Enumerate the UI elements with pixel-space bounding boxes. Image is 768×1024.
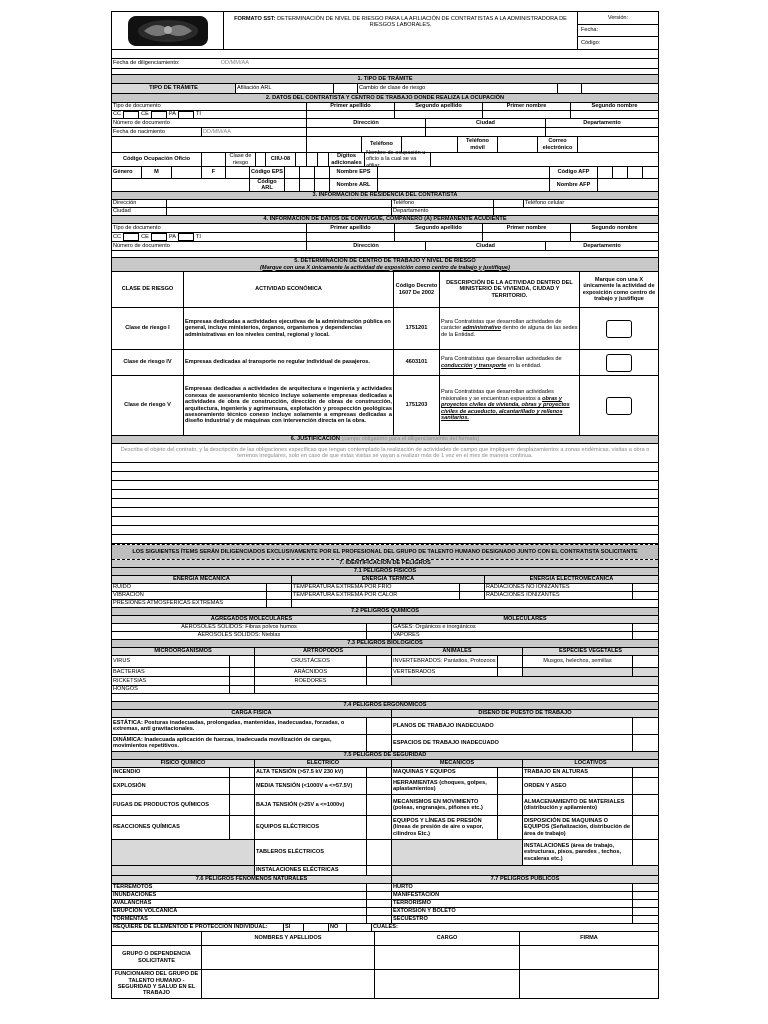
epp-no-mark[interactable] <box>347 924 372 931</box>
peligro-item: GASES: Orgánicos e inorgánicos <box>392 624 633 631</box>
firma-th-firma[interactable] <box>520 970 658 998</box>
peligro-mark[interactable] <box>633 656 658 667</box>
con-pa-checkbox[interactable] <box>178 233 194 241</box>
res-direccion-input[interactable] <box>167 200 392 207</box>
risk-actividad: Empresas dedicadas al transporte no regular individual de pasajeros. <box>184 350 394 375</box>
con-departamento-label: Departamento <box>583 242 621 249</box>
fill-date-row <box>112 58 658 69</box>
con-cc-label: CC <box>113 233 122 240</box>
cod-eps-label: Código EPS <box>250 167 285 178</box>
peligro-item: TERRORISMO <box>392 900 633 907</box>
con-num-doc-label: Número de documento <box>112 242 307 250</box>
h-clase: CLASE DE RIESGO <box>112 272 184 307</box>
direccion-label: Dirección <box>307 119 426 127</box>
h-micro: MICROORGANISMOS <box>112 648 255 655</box>
form-title <box>224 12 578 49</box>
res-ciudad-input[interactable] <box>167 208 392 215</box>
ciiu-label: CIIU-08 <box>266 153 296 166</box>
h-locativos: LOCATIVOS <box>574 760 607 767</box>
peligro-mark[interactable] <box>633 884 658 891</box>
peligro-item: AVALANCHAS <box>112 900 367 907</box>
con-direccion-label: Dirección <box>307 242 426 250</box>
risk-desc-1: Para Contratistas que desarrollan actividades misionales y se encuentran expuestos a <box>441 389 554 402</box>
justificacion-line[interactable] <box>112 508 658 516</box>
risk-5-checkbox[interactable] <box>606 397 632 415</box>
con-pa-label: PA <box>168 233 176 240</box>
h-diseno: DISEÑO DE PUESTO DE TRABAJO <box>478 710 572 717</box>
justificacion-line[interactable] <box>112 517 658 525</box>
genero-label: Género <box>112 167 142 178</box>
peligro-mark[interactable] <box>633 916 658 923</box>
h-actividad: ACTIVIDAD ECONÓMICA <box>184 272 394 307</box>
cod-arl-label: Código ARL <box>250 179 285 191</box>
firma-solicitante-firma[interactable] <box>520 946 658 969</box>
firma-th-label: FUNCIONARIO DEL GRUPO DE TALENTO HUMANO - SEGURIDAD Y SALUD EN EL TRABAJO <box>112 970 202 998</box>
peligro-item: SECUESTRO <box>392 916 633 923</box>
section-6-hint: (campo obligatorio para el diligenciamiento del formato) <box>341 436 480 443</box>
seguridad-title: 7.5 PELIGROS DE SEGURIDAD <box>112 752 658 759</box>
primer-apellido-label: Primer apellido <box>307 103 395 110</box>
peligro-mark[interactable] <box>498 656 523 667</box>
cc-checkbox[interactable] <box>123 111 139 119</box>
peligro-item: BAJA TENSIÓN (>25V a <=1000v) <box>255 795 367 815</box>
epp-cuales[interactable]: CUALES: <box>373 924 398 931</box>
con-ciudad-label: Ciudad <box>426 242 546 250</box>
res-celular-label: Teléfono celular <box>525 200 565 207</box>
con-ce-label: CE <box>141 233 149 240</box>
peligro-mark[interactable] <box>230 778 255 794</box>
peligro-mark[interactable] <box>230 768 255 777</box>
peligro-mark[interactable] <box>367 866 392 875</box>
h-fisico-quimico: FÍSICO QUÍMICO <box>112 760 255 767</box>
peligro-mark[interactable] <box>230 677 255 685</box>
peligro-item: AEROSOLES SOLIDOS: Fibras polvos humos <box>112 624 367 631</box>
telefono-label: Teléfono <box>362 137 402 152</box>
peligro-mark[interactable] <box>633 908 658 915</box>
codigo-label: Código: <box>581 39 601 46</box>
ergonomicos-title: 7.4 PELIGROS ERGONÓMICOS <box>112 702 658 709</box>
epp-si: SI <box>284 924 304 931</box>
ciudad-label: Ciudad <box>426 119 546 127</box>
logo-icon <box>128 16 208 46</box>
logo <box>112 12 224 49</box>
segundo-nombre-label: Segundo nombre <box>591 103 638 110</box>
peligro-item: ALMACENAMIENTO DE MATERIALES (distribución y apilamiento) <box>523 795 633 815</box>
h-mecanica: ENERGÍA MECÁNICA <box>112 576 292 583</box>
peligro-item: MECANISMOS EN MOVIMIENTO (poleas, engranajes, piñones etc.) <box>392 795 498 815</box>
con-ce-checkbox[interactable] <box>151 233 167 241</box>
peligro-mark[interactable] <box>633 892 658 899</box>
risk-desc-1: Para Contratistas que desarrollan actividades de carácter <box>441 318 562 332</box>
risk-desc-1: Para Contratistas que desarrollan actividades de <box>441 356 562 363</box>
firma-th-cargo[interactable] <box>375 970 520 998</box>
fill-date-label: Fecha de diligenciamiento: <box>113 60 180 67</box>
risk-row <box>112 350 658 376</box>
tramite-label: TIPO DE TRÁMITE <box>112 84 236 93</box>
risk-desc-u: conducción y transporte <box>441 362 507 369</box>
peligro-mark[interactable] <box>230 656 255 667</box>
epp-si-mark[interactable] <box>304 924 329 931</box>
peligro-item: PRESIONES ATMOSFÉRICAS EXTREMAS <box>112 600 267 607</box>
res-direccion-label: Dirección <box>112 200 167 207</box>
risk-codigo: 4603101 <box>394 350 440 375</box>
peligro-mark[interactable] <box>633 795 658 815</box>
h-codigo: Código Decreto 1607 De 2002 <box>394 272 440 307</box>
risk-codigo: 1751201 <box>394 308 440 349</box>
res-telefono-label: Teléfono <box>392 200 494 207</box>
peligro-item: ALTA TENSIÓN (>57.5 kV 230 kV) <box>255 768 367 777</box>
peligro-mark[interactable] <box>367 677 392 685</box>
peligro-item: INVERTEBRADOS: Parásitos, Protozoos <box>392 656 498 667</box>
peligro-item: TORMENTAS <box>112 916 367 923</box>
risk-clase: Clase de riesgo V <box>112 376 184 435</box>
risk-clase: Clase de riesgo I <box>112 308 184 349</box>
peligro-item: REACCIONES QUÍMICAS <box>112 816 230 839</box>
peligro-item: ESTÁTICA: Posturas inadecuadas, prolongadas, mantenidas, inadecuadas, forzadas, o extremas, anti gravitacionales. <box>112 718 367 734</box>
naturales-title: 7.6 PELIGROS FENÓMENOS NATURALES <box>112 876 392 883</box>
peligro-item: AEROSOLES SOLIDOS: Nieblas <box>112 632 367 639</box>
peligro-item: ERUPCIÓN VOLCÁNICA <box>112 908 367 915</box>
peligro-mark[interactable] <box>498 795 523 815</box>
h-animales: ANIMALES <box>392 648 523 655</box>
peligro-item: ARÁCNIDOS <box>255 668 367 676</box>
peligro-mark[interactable] <box>460 584 485 591</box>
peligro-mark[interactable] <box>230 686 255 693</box>
peligro-item: EXTORSIÓN Y BOLETO <box>392 908 633 915</box>
justificacion-line[interactable] <box>112 490 658 498</box>
risk-actividad: Empresas dedicadas a actividades de arquitectura e ingeniería y actividades conexas de asesoramiento técnico incluye solamente empresas dedicadas a actividades de obra de construcción, dirección de obras de construcción, arquitectura, ingeniería y agrimensura, explotación y prospección geológicas asesoramiento técnico conexo incluye solamente a empresas dedicadas a diseño industrial y de máquinas con intervención directa en la obra. <box>184 376 394 435</box>
h-mecanicos: MECÁNICOS <box>392 760 523 767</box>
firma-solicitante-nombre[interactable] <box>202 946 375 969</box>
section-7-title: 7. IDENTIFICACIÓN DE PELIGROS <box>112 560 658 567</box>
firma-th-nombre[interactable] <box>202 970 375 998</box>
peligro-item: EXPLOSIÓN <box>112 778 230 794</box>
peligro-mark[interactable] <box>267 600 292 607</box>
peligro-mark[interactable] <box>267 584 292 591</box>
risk-desc-u: administrativo <box>462 325 501 332</box>
h-agregados: AGREGADOS MOLECULARES <box>112 616 392 623</box>
peligro-mark[interactable] <box>367 916 392 923</box>
form-header <box>112 12 658 50</box>
firma-solicitante-label: GRUPO O DEPENDENCIA SOLICITANTE <box>112 946 202 969</box>
pa-label: PA <box>168 111 176 118</box>
h-artropodos: ARTRÓPODOS <box>255 648 392 655</box>
peligro-mark[interactable] <box>367 900 392 907</box>
form-page <box>111 11 659 999</box>
peligro-item: INUNDACIONES <box>112 892 367 899</box>
peligro-item: TEMPERATURA EXTREMA POR CALOR <box>292 592 460 599</box>
risk-clase: Clase de riesgo IV <box>112 350 184 375</box>
peligro-item: ROEDORES <box>255 677 367 685</box>
peligro-item: INSTALACIONES (área de trabajo, estructuras, pisos, paredes , techos, escaleras etc.) <box>523 840 633 865</box>
peligro-mark[interactable] <box>367 884 392 891</box>
tel-movil-label: Teléfono móvil <box>458 137 498 152</box>
peligro-item: DINÁMICA: Inadecuada aplicación de fuerzas, inadecuada movilización de cargas, movimientos repetitivos. <box>112 735 367 751</box>
con-segundo-nombre-label: Segundo nombre <box>591 224 638 231</box>
peligro-item: Musgos, helechos, semillas <box>523 656 633 667</box>
primer-nombre-label: Primer nombre <box>483 103 571 110</box>
con-cc-checkbox[interactable] <box>123 233 139 241</box>
peligro-item: HERRAMIENTAS (choques, golpes, aplastamientos) <box>392 778 498 794</box>
tipo-doc-label: Tipo de documento <box>112 103 307 110</box>
peligro-item: RADIACIONES NO IONIZANTES <box>485 584 633 591</box>
pa-checkbox[interactable] <box>178 111 194 119</box>
h-electrico: ELÉCTRICO <box>255 760 392 767</box>
risk-actividad: Empresas dedicadas a actividades ejecutivas de la administración pública en general, incluye ministerios, órganos, organismos y dependencias administrativas en los niveles central, regional y local. <box>184 308 394 349</box>
peligro-mark[interactable] <box>633 592 658 599</box>
peligro-item: FUGAS DE PRODUCTOS QUÍMICOS <box>112 795 230 815</box>
peligro-mark[interactable] <box>267 592 292 599</box>
justificacion-line[interactable] <box>112 472 658 480</box>
peligro-mark[interactable] <box>498 768 523 777</box>
peligro-item: MANIFESTACIÓN <box>392 892 633 899</box>
peligro-mark[interactable] <box>367 816 392 839</box>
num-doc-label: Número de documento <box>112 119 307 127</box>
peligro-mark[interactable] <box>633 632 658 639</box>
epp-no: NO <box>329 924 347 931</box>
peligro-item: MEDIA TENSIÓN (<1000V a <=57.5V) <box>255 778 367 794</box>
afiliacion-mark[interactable] <box>334 84 358 93</box>
peligro-mark[interactable] <box>367 632 392 639</box>
section-3-title: 3. INFORMACIÓN DE RESIDENCIA DEL CONTRATISTA <box>112 192 658 199</box>
peligro-item: VIBRACIÓN <box>112 592 267 599</box>
justificacion-line[interactable] <box>112 463 658 471</box>
ti-label: TI <box>195 111 201 118</box>
peligro-mark[interactable] <box>367 778 392 794</box>
risk-4-checkbox[interactable] <box>606 354 632 372</box>
digitos-label: Dígitos adicionales <box>329 153 365 166</box>
cod-afp-label: Código AFP <box>550 167 598 178</box>
spacer <box>112 50 658 58</box>
h-cargo: CARGO <box>375 932 520 945</box>
risk-desc-u: obras y proyectos civiles de vivienda, obras y proyectos civiles de acueducto, alcantarillado y rellenos sanitarios. <box>441 395 570 422</box>
epp-label: REQUIERE DE ELEMENTOD E PROTECCION INDIVIDUAL: <box>112 924 284 931</box>
section-5-subtitle: (Marque con una X únicamente la actividad de exposición como centro de trabajo y justifique) <box>260 264 510 271</box>
peligro-item: BACTERIAS <box>112 668 230 676</box>
risk-desc-2: en la entidad. <box>506 362 542 369</box>
h-moleculares: MOLECULARES <box>503 616 547 623</box>
peligro-item: RICKETSIAS <box>112 677 230 685</box>
h-vegetales: ESPECIES VEGETALES <box>559 648 622 655</box>
peligro-mark[interactable] <box>230 816 255 839</box>
res-ciudad-label: Ciudad <box>112 208 167 215</box>
segundo-apellido-label: Segundo apellido <box>395 103 483 110</box>
ce-checkbox[interactable] <box>151 111 167 119</box>
peligro-item: RADIACIONES IONIZANTES <box>485 592 633 599</box>
risk-row <box>112 308 658 350</box>
form-title-strong: FORMATO SST: <box>234 16 276 22</box>
peligro-item: RUIDO <box>112 584 267 591</box>
doc-meta <box>578 12 658 49</box>
nombre-ocup-label: Nombre de ocupación u oficio a la cual se va afiliar <box>365 153 431 166</box>
h-nombres: NOMBRES Y APELLIDOS <box>202 932 375 945</box>
peligro-mark[interactable] <box>367 768 392 777</box>
peligro-mark[interactable] <box>633 900 658 907</box>
peligro-item: TEMPERATURA EXTREMA POR FRIO <box>292 584 460 591</box>
con-primer-nombre-label: Primer nombre <box>483 224 571 232</box>
risk-header-row <box>112 272 658 308</box>
genero-f[interactable]: F <box>202 167 226 178</box>
peligro-item: INCENDIO <box>112 768 230 777</box>
peligro-mark[interactable] <box>367 624 392 631</box>
ce-label: CE <box>141 111 149 118</box>
genero-m[interactable]: M <box>142 167 172 178</box>
peligro-mark[interactable] <box>498 778 523 794</box>
fecha-nac-label: Fecha de nacimiento <box>112 128 202 136</box>
tramite-row <box>112 84 658 94</box>
h-carga: CARGA FÍSICA <box>112 710 392 717</box>
peligro-item: DISPOSICIÓN DE MAQUINAS O EQUIPOS (Señalización, distribución de área de trabajo) <box>523 816 633 839</box>
peligro-mark[interactable] <box>633 840 658 865</box>
peligro-mark[interactable] <box>498 668 523 676</box>
section-5-title: 5. DETERMINACIÓN DE CENTRO DE TRABAJO Y NIVEL DE RIESGO <box>294 258 476 265</box>
fecha-nac-input[interactable]: DD/MM/AA <box>202 128 307 136</box>
justificacion-textarea[interactable]: Describa el objeto del contrato, y la descripción de las obligaciones específicas que tengan contemplado la realización de actividades de campo que impliquen: desplazamientos a zonas endémicas, visitas a obra o terrenos irregulares, solo en caso de que estas visitas se vayan a realizar más de 1 vez en el mes de manera continua. <box>120 446 650 459</box>
fill-date-input[interactable]: DD/MM/AA <box>221 60 249 67</box>
peligro-item: ORDEN Y ASEO <box>523 778 633 794</box>
section-6-title: 6. JUSTIFICACIÓN <box>290 436 340 443</box>
peligro-item: TERREMOTOS <box>112 884 367 891</box>
h-electromecanica: ENERGÍA ELECTROMECÁNICA <box>529 576 614 583</box>
peligro-item: EQUIPOS ELÉCTRICOS <box>255 816 367 839</box>
peligro-mark[interactable] <box>633 584 658 591</box>
h-marque: Marque con una X únicamente la actividad de exposición como centro de trabajo y justifique <box>582 276 656 302</box>
peligro-item: TABLEROS ELÉCTRICOS <box>255 840 367 865</box>
con-ti-label: TI <box>195 233 201 240</box>
peligro-mark[interactable] <box>633 735 658 751</box>
peligro-item: CRUSTÁCEOS <box>255 656 367 667</box>
section-1-title: 1. TIPO DE TRÁMITE <box>112 75 658 83</box>
peligro-item: VAPORES <box>392 632 633 639</box>
firma-solicitante-cargo[interactable] <box>375 946 520 969</box>
h-termica: ENERGÍA TÉRMICA <box>292 576 485 583</box>
peligro-mark[interactable] <box>367 735 392 751</box>
notice-banner: LOS SIGUIENTES ÍTEMS SERÁN DILIGENCIADOS EXCLUSIVAMENTE POR EL PROFESIONAL DEL GRUPO DE TALENTO HUMANO DESIGNADO JUNTO CON EL CONTRATISTA SOLICITANTE <box>112 545 658 559</box>
peligro-mark[interactable] <box>367 718 392 734</box>
peligro-mark[interactable] <box>633 768 658 777</box>
peligro-mark[interactable] <box>633 816 658 839</box>
con-tipo-doc-label: Tipo de documento <box>112 224 307 232</box>
peligro-item: HONGOS <box>112 686 230 693</box>
peligro-mark[interactable] <box>367 668 392 676</box>
risk-codigo: 1751203 <box>394 376 440 435</box>
peligro-item: PLANOS DE TRABAJO INADECUADO <box>392 718 633 734</box>
h-descripcion: DESCRIPCIÓN DE LA ACTIVIDAD DENTRO DEL MINISTERIO DE VIVIENDA, CIUDAD Y TERRITORIO. <box>440 272 580 307</box>
peligro-item: MAQUINAS Y EQUIPOS <box>392 768 498 777</box>
peligro-mark[interactable] <box>460 592 485 599</box>
doc-type-row <box>112 111 658 119</box>
peligro-mark[interactable] <box>498 816 523 839</box>
nombre-arl-label: Nombre ARL <box>330 179 378 191</box>
peligro-mark[interactable] <box>633 778 658 794</box>
afiliacion-arl-option[interactable]: Afiliación ARL <box>236 84 334 93</box>
peligro-item: HURTO <box>392 884 633 891</box>
con-primer-apellido-label: Primer apellido <box>307 224 395 232</box>
justificacion-line[interactable] <box>112 526 658 534</box>
form-title-text: DETERMINACIÓN DE NIVEL DE RIESGO PARA LA AFILIACIÓN DE CONTRATISTAS A LA ADMINISTRADORA DE RIESGOS LABORALES. <box>277 16 567 29</box>
peligro-mark[interactable] <box>633 718 658 734</box>
section-2-title: 2. DATOS DEL CONTRATISTA Y CENTRO DE TRABAJO DONDE REALIZA LA OCUPACIÓN <box>112 94 658 102</box>
cambio-mark[interactable] <box>558 84 582 93</box>
peligro-mark[interactable] <box>367 840 392 865</box>
fecha-label: Fecha: <box>578 25 658 38</box>
con-segundo-apellido-label: Segundo apellido <box>395 224 483 232</box>
justificacion-line[interactable] <box>112 481 658 489</box>
peligro-item: INSTALACIONES ELÉCTRICAS <box>255 866 367 875</box>
publicos-title: 7.7 PELIGROS PÚBLICOS <box>490 876 560 883</box>
epp-row <box>112 924 658 932</box>
peligro-item: ESPACIOS DE TRABAJO INADECUADO <box>392 735 633 751</box>
departamento-label: Departamento <box>583 119 621 126</box>
nombre-eps-label: Nombre EPS <box>330 167 378 178</box>
cambio-clase-option[interactable]: Cambio de clase de riesgo <box>358 84 558 93</box>
justificacion-line[interactable] <box>112 499 658 507</box>
peligro-mark[interactable] <box>633 624 658 631</box>
res-departamento-label: Departamento <box>392 208 494 215</box>
peligro-item: VIRUS <box>112 656 230 667</box>
peligro-mark[interactable] <box>367 908 392 915</box>
version-label: Versión: <box>578 12 658 25</box>
peligro-mark[interactable] <box>367 656 392 667</box>
risk-row <box>112 376 658 436</box>
peligro-mark[interactable] <box>230 795 255 815</box>
correo-label: Correo electrónico <box>538 137 578 152</box>
section-4-title: 4. INFORMACIÓN DE DATOS DE CONYUGUE, COMPAÑERO (A) PERMANENTE ACUDIENTE <box>112 216 658 223</box>
biologicos-title: 7.3 PELIGROS BIOLÓGICOS <box>112 640 658 647</box>
risk-1-checkbox[interactable] <box>606 320 632 338</box>
peligro-mark[interactable] <box>367 892 392 899</box>
cod-ocup-label: Código Ocupación Oficio <box>112 153 202 166</box>
h-firma: FIRMA <box>580 935 598 942</box>
peligro-item: TRABAJO EN ALTURAS <box>523 768 633 777</box>
quimicos-title: 7.2 PELIGROS QUÍMICOS <box>112 608 658 615</box>
nombre-afp-label: Nombre AFP <box>550 179 598 191</box>
risk-desc-2: dentro de alguna de las sedes de la Entidad. <box>441 325 578 338</box>
peligro-mark[interactable] <box>230 668 255 676</box>
fisicos-title: 7.1 PELIGROS FÍSICOS <box>112 568 658 575</box>
peligro-item: VERTEBRADOS <box>392 668 498 676</box>
cc-label: CC <box>113 111 122 118</box>
peligro-mark[interactable] <box>367 795 392 815</box>
peligro-item: EQUIPOS Y LÍNEAS DE PRESIÓN (líneas de presión de aire o vapor, cilindros Etc.) <box>392 816 498 839</box>
clase-riesgo-label: Clase de riesgo <box>226 153 256 166</box>
